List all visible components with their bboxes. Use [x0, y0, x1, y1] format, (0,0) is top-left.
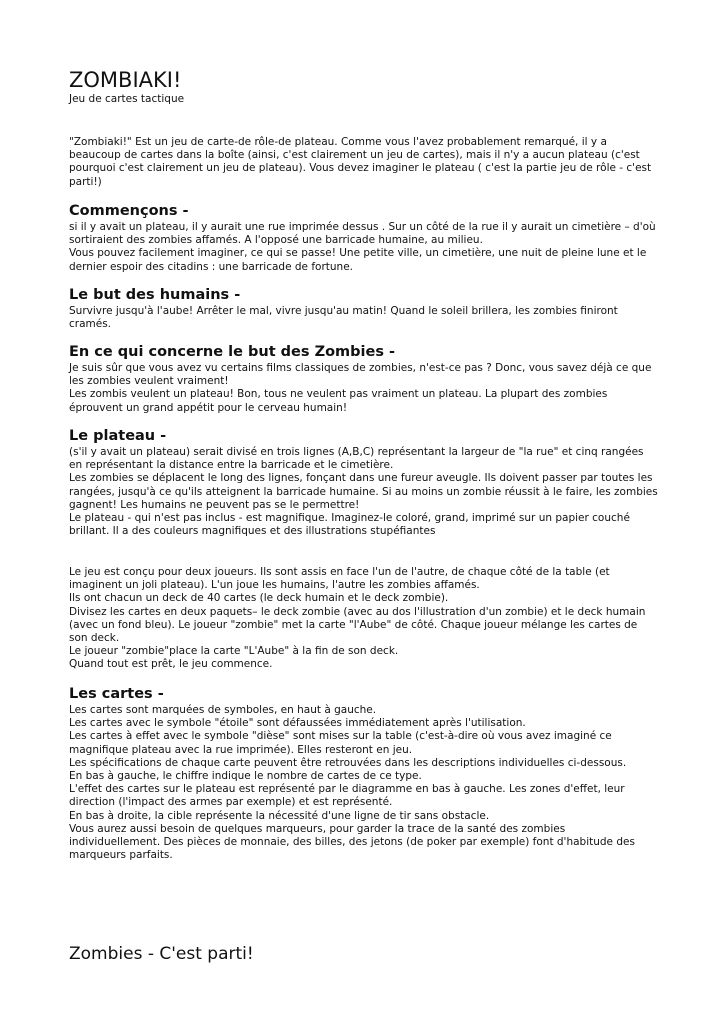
paragraph: Vous pouvez facilement imaginer, ce qui se passe! Une petite ville, un cimetière, une nuit de pleine lune et le dernier espoir des citadins : une barricade de fortune.	[69, 247, 647, 273]
paragraph: Le jeu est conçu pour deux joueurs. Ils sont assis en face l'un de l'autre, de chaque côté de la table (et imaginent un joli plateau). L'un joue les humains, l'autre les zombies affamés.	[69, 566, 610, 592]
section-body-plateau	[69, 446, 659, 538]
paragraph: Vous aurez aussi besoin de quelques marqueurs, pour garder la trace de la santé des zombies individuellement. Des pièces de monnaie, des billes, des jetons (de poker par exemple) font d'habitude des marqueurs parfaits.	[69, 822, 635, 862]
section-heading-cartes: Les cartes -	[69, 686, 164, 702]
section-body-but-zombies	[69, 362, 659, 415]
paragraph: En bas à droite, la cible représente la nécessité d'une ligne de tir sans obstacle.	[69, 809, 490, 822]
section-heading-commencons: Commençons -	[69, 203, 189, 219]
paragraph: (s'il y avait un plateau) serait divisé en trois lignes (A,B,C) représentant la largeur de "la rue" et cinq rangées en représentant la distance entre la barricade et le cimetière.	[69, 446, 644, 472]
section-heading-but-zombies: En ce qui concerne le but des Zombies -	[69, 344, 396, 360]
paragraph: Les spécifications de chaque carte peuvent être retrouvées dans les descriptions individuelles ci-dessous.	[69, 756, 627, 769]
paragraph: Les cartes sont marquées de symboles, en haut à gauche.	[69, 704, 377, 716]
paragraph: Le plateau - qui n'est pas inclus - est magnifique. Imaginez-le coloré, grand, imprimé sur un papier couché brillant. Il a des couleurs magnifiques et des illustrations stupéfiantes	[69, 512, 630, 538]
paragraph: En bas à gauche, le chiffre indique le nombre de cartes de ce type.	[69, 770, 422, 783]
section-heading-plateau: Le plateau -	[69, 428, 167, 444]
paragraph: Les zombis veulent un plateau! Bon, tous ne veulent pas vraiment un plateau. La plupart des zombies éprouvent un grand appétit pour le cerveau humain!	[69, 388, 608, 414]
intro-text: "Zombiaki!" Est un jeu de carte-de rôle-de plateau. Comme vous l'avez probablement remarqué, il y a beaucoup de cartes dans la boîte (ainsi, c'est clairement un jeu de cartes), mais il n'y a aucun plateau (c'est pourquoi c'est clairement un jeu de plateau). Vous devez imaginer le plateau ( c'est la partie jeu de rôle - c'est parti!)	[69, 136, 652, 188]
section-body-cartes	[69, 704, 659, 862]
paragraph: Les cartes à effet avec le symbole "dièse" sont mises sur la table (c'est-à-dire où vous avez imaginé ce magnifique plateau avec la rue imprimée). Elles resteront en jeu.	[69, 730, 612, 756]
paragraph: Survivre jusqu'à l'aube! Arrêter le mal, vivre jusqu'au matin! Quand le soleil brillera, les zombies finiront cramés.	[69, 305, 618, 331]
paragraph: Je suis sûr que vous avez vu certains films classiques de zombies, n'est-ce pas ? Donc, vous savez déjà ce que les zombies veulent vraiment!	[69, 362, 652, 388]
section-heading-but-humains: Le but des humains -	[69, 287, 241, 303]
paragraph: Les cartes avec le symbole "étoile" sont défaussées immédiatement après l'utilisation.	[69, 717, 526, 730]
paragraph: Divisez les cartes en deux paquets– le deck zombie (avec au dos l'illustration d'un zombie) et le deck humain (avec un fond bleu). Le joueur "zombie" met la carte "l'Aube" de côté. Chaque joueur mélange les cartes de son deck.	[69, 605, 646, 645]
document-subtitle: Jeu de cartes tactique	[69, 93, 185, 105]
setup-body	[69, 566, 659, 672]
section-body-commencons	[69, 221, 659, 274]
paragraph: Les zombies se déplacent le long des lignes, fonçant dans une fureur aveugle. Ils doivent passer par toutes les rangées, jusqu'à ce qu'ils atteignent la barricade humaine. Si au moins un zombie réussit à le faire, les zombies gagnent! Les humains ne peuvent pas se le permettre!	[69, 472, 658, 511]
paragraph: L'effet des cartes sur le plateau est représenté par le diagramme en bas à gauche. Les zones d'effet, leur direction (l'impact des armes par exemple) et est représenté.	[69, 783, 625, 809]
next-section-title: Zombies - C'est parti!	[69, 944, 254, 964]
document-title: ZOMBIAKI!	[69, 68, 182, 92]
paragraph: Le joueur "zombie"place la carte "L'Aube" à la fin de son deck.	[69, 645, 399, 658]
paragraph: Ils ont chacun un deck de 40 cartes (le deck humain et le deck zombie).	[69, 592, 449, 605]
section-body-but-humains	[69, 305, 659, 331]
paragraph: si il y avait un plateau, il y aurait une rue imprimée dessus . Sur un côté de la rue il y aurait un cimetière – d'où sortiraient des zombies affamés. A l'opposé une barricade humaine, au milieu.	[69, 221, 656, 247]
intro-paragraph	[69, 136, 659, 189]
paragraph: Quand tout est prêt, le jeu commence.	[69, 658, 273, 671]
